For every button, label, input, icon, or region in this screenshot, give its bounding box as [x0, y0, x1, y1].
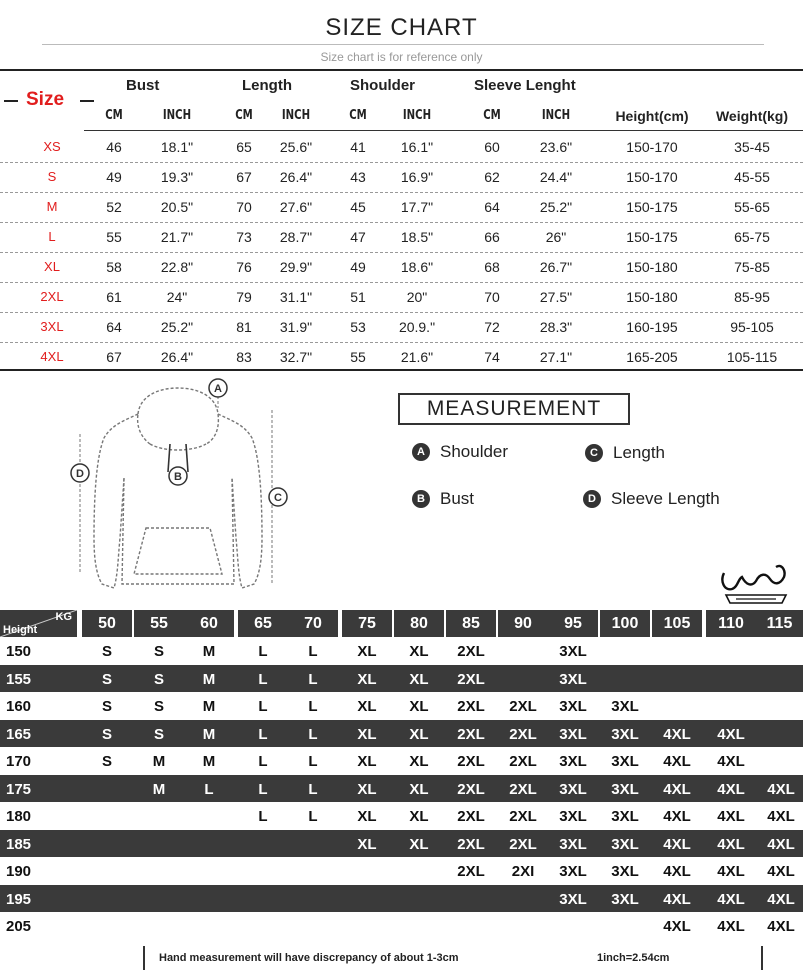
size-recommendation-cell: 4XL — [663, 835, 691, 853]
table-cell: 58 — [106, 259, 122, 275]
size-recommendation-cell: 3XL — [611, 863, 639, 880]
sleeve-group-header: Sleeve Lenght — [474, 77, 576, 94]
weight-header: Weight(kg) — [715, 108, 789, 124]
table-cell: 65 — [236, 139, 252, 155]
size-cell: XS — [43, 139, 61, 154]
weight-header-cell: 80 — [394, 610, 444, 637]
table-cell: 17.7" — [400, 199, 434, 215]
header-divider — [84, 130, 803, 131]
title-divider — [42, 44, 764, 45]
length-inch-header: INCH — [281, 108, 311, 123]
badge-d-icon: D — [583, 490, 601, 508]
height-axis-label: Height — [3, 624, 38, 636]
table-cell: 65-75 — [734, 229, 770, 245]
hoodie-diagram — [68, 378, 298, 600]
size-recommendation-cell: S — [153, 698, 164, 715]
table-cell: 55-65 — [734, 199, 770, 215]
size-recommendation-cell: S — [153, 643, 164, 660]
weight-header-cell: 70 — [288, 610, 338, 637]
size-recommendation-cell: L — [308, 670, 318, 688]
size-cell: XL — [44, 259, 60, 274]
size-recommendation-cell: 3XL — [611, 725, 639, 743]
table-cell: 68 — [484, 259, 500, 275]
height-cell: 170 — [6, 753, 32, 770]
kg-axis-label: KG — [55, 611, 72, 623]
size-recommendation-cell: 3XL — [559, 808, 587, 825]
size-recommendation-cell: 4XL — [717, 725, 745, 743]
size-recommendation-cell: L — [204, 780, 214, 798]
size-recommendation-cell: 4XL — [767, 835, 795, 853]
size-recommendation-cell: 2XL — [509, 780, 537, 798]
size-recommendation-cell: 4XL — [663, 725, 691, 743]
size-recommendation-cell: 2XL — [457, 643, 485, 660]
size-recommendation-cell: 3XL — [611, 835, 639, 853]
table-cell: 66 — [484, 229, 500, 245]
size-recommendation-cell: L — [308, 698, 318, 715]
size-recommendation-cell: 4XL — [663, 808, 691, 825]
measurement-discrepancy-note: Hand measurement will have discrepancy of about 1-3cm — [159, 952, 459, 964]
height-row — [0, 637, 803, 665]
badge-b-letter: B — [174, 471, 182, 483]
table-cell: 35-45 — [734, 139, 770, 155]
size-recommendation-cell: XL — [409, 753, 429, 770]
size-recommendation-cell: M — [202, 643, 216, 660]
size-recommendation-cell: 4XL — [717, 753, 745, 770]
size-recommendation-cell: S — [101, 643, 112, 660]
table-row — [0, 132, 803, 163]
table-cell: 28.3" — [539, 319, 573, 335]
table-cell: 43 — [350, 169, 366, 185]
height-row — [0, 747, 803, 775]
table-row — [0, 252, 803, 283]
table-cell: 74 — [484, 349, 500, 365]
table-cell: 105-115 — [726, 349, 778, 365]
height-cell: 150 — [6, 643, 32, 660]
size-recommendation-cell: XL — [409, 780, 429, 798]
size-recommendation-cell: 4XL — [717, 890, 745, 908]
size-recommendation-cell: 2XI — [511, 863, 535, 880]
bust-inch-header: INCH — [162, 108, 192, 123]
height-cell: 195 — [6, 890, 32, 908]
height-row — [0, 775, 803, 803]
height-cell: 175 — [6, 780, 32, 798]
size-recommendation-cell: 3XL — [559, 890, 587, 908]
size-recommendation-cell: M — [152, 753, 166, 770]
badge-d-letter: D — [76, 468, 84, 480]
size-recommendation-cell: 3XL — [559, 753, 587, 770]
legend-shoulder — [412, 442, 508, 462]
table-cell: 47 — [350, 229, 366, 245]
height-cell: 165 — [6, 725, 32, 743]
table-cell: 28.7" — [279, 229, 313, 245]
table-cell: 73 — [236, 229, 252, 245]
table-cell: 150-175 — [626, 229, 678, 245]
size-recommendation-cell: L — [308, 725, 318, 743]
table-cell: 26" — [545, 229, 567, 245]
table-cell: 51 — [350, 289, 366, 305]
table-cell: 62 — [484, 169, 500, 185]
size-recommendation-cell: 4XL — [767, 918, 795, 935]
table-cell: 27.5" — [539, 289, 573, 305]
size-recommendation-cell: L — [308, 780, 318, 798]
badge-c-icon: C — [585, 444, 603, 462]
size-recommendation-grid — [0, 607, 803, 942]
size-recommendation-cell: 3XL — [559, 863, 587, 880]
height-row — [0, 665, 803, 693]
height-cell: 180 — [6, 808, 32, 825]
size-recommendation-cell: M — [202, 698, 216, 715]
table-cell: 72 — [484, 319, 500, 335]
bust-cm-header: CM — [105, 108, 123, 123]
weight-header-cell: 65 — [238, 610, 288, 637]
size-recommendation-cell: XL — [409, 643, 429, 660]
table-cell: 25.6" — [279, 139, 313, 155]
height-header: Height(cm) — [615, 108, 689, 124]
table-cell: 16.1" — [400, 139, 434, 155]
table-cell: 95-105 — [730, 319, 774, 335]
height-cell: 155 — [6, 670, 32, 688]
height-row — [0, 830, 803, 858]
size-recommendation-cell: 4XL — [767, 890, 795, 908]
size-recommendation-cell: 4XL — [663, 890, 691, 908]
size-recommendation-cell: 4XL — [717, 808, 745, 825]
table-cell: 29.9" — [279, 259, 313, 275]
weight-header-cell: 105 — [652, 610, 702, 637]
table-row — [0, 312, 803, 343]
table-cell: 20.9." — [398, 319, 436, 335]
weight-header-cell: 60 — [184, 610, 234, 637]
hoodie-outline — [94, 388, 262, 588]
length-cm-header: CM — [235, 108, 253, 123]
weight-header-cell: 100 — [600, 610, 650, 637]
weight-header-cell: 50 — [82, 610, 132, 637]
weight-header-row — [0, 607, 803, 637]
size-recommendation-cell: 4XL — [663, 863, 691, 880]
size-cell: 2XL — [40, 289, 64, 304]
table-cell: 24" — [166, 289, 188, 305]
table-cell: 32.7" — [279, 349, 313, 365]
table-cell: 31.1" — [279, 289, 313, 305]
grid-corner-cell — [0, 610, 77, 637]
size-recommendation-cell: M — [202, 753, 216, 770]
weight-header-cell: 115 — [756, 610, 803, 637]
size-recommendation-cell: 3XL — [611, 753, 639, 770]
size-recommendation-cell: XL — [357, 643, 377, 660]
table-cell: 18.6" — [400, 259, 434, 275]
size-recommendation-cell: 2XL — [457, 698, 485, 715]
size-recommendation-cell: 3XL — [559, 835, 587, 853]
size-recommendation-cell: 4XL — [663, 780, 691, 798]
size-cell: L — [48, 229, 56, 244]
measure-guides — [80, 396, 272, 584]
table-cell: 49 — [350, 259, 366, 275]
size-recommendation-cell: M — [202, 670, 216, 688]
table-cell: 19.3" — [160, 169, 194, 185]
size-recommendation-cell: L — [258, 780, 268, 798]
legend-bust-label: Bust — [440, 489, 475, 508]
shoulder-group-header: Shoulder — [350, 77, 416, 94]
size-dash-left — [4, 100, 18, 102]
shoulder-inch-header: INCH — [402, 108, 432, 123]
size-recommendation-cell: L — [258, 808, 268, 825]
size-recommendation-cell: 4XL — [767, 863, 795, 880]
table-cell: 85-95 — [734, 289, 770, 305]
table-cell: 52 — [106, 199, 122, 215]
table-cell: 20.5" — [160, 199, 194, 215]
size-recommendation-cell: XL — [409, 725, 429, 743]
size-recommendation-cell: 2XL — [509, 698, 537, 715]
size-recommendation-cell: L — [258, 753, 268, 770]
height-row — [0, 912, 803, 940]
size-recommendation-cell: 2XL — [457, 863, 485, 880]
height-cell: 160 — [6, 698, 32, 715]
table-cell: 49 — [106, 169, 122, 185]
size-cell: S — [47, 169, 57, 184]
size-recommendation-cell: S — [153, 670, 164, 688]
table-cell: 150-180 — [626, 289, 678, 305]
size-recommendation-cell: XL — [357, 753, 377, 770]
size-recommendation-cell: 2XL — [509, 725, 537, 743]
bust-group-header: Bust — [126, 77, 160, 94]
table-cell: 45-55 — [734, 169, 770, 185]
table-cell: 16.9" — [400, 169, 434, 185]
size-recommendation-cell: 4XL — [717, 835, 745, 853]
table-cell: 150-180 — [626, 259, 678, 275]
table-cell: 67 — [236, 169, 252, 185]
height-row — [0, 720, 803, 748]
table-cell: 25.2" — [160, 319, 194, 335]
size-recommendation-cell: XL — [357, 808, 377, 825]
weight-header-cell: 85 — [446, 610, 496, 637]
table-cell: 22.8" — [160, 259, 194, 275]
brand-logo — [716, 555, 796, 605]
table-cell: 21.7" — [160, 229, 194, 245]
size-recommendation-cell: 3XL — [559, 698, 587, 715]
size-recommendation-cell: 4XL — [717, 863, 745, 880]
table-cell: 18.1" — [160, 139, 194, 155]
table-row — [0, 282, 803, 313]
size-recommendation-cell: 2XL — [509, 808, 537, 825]
table-cell: 165-205 — [626, 349, 678, 365]
size-recommendation-cell: XL — [357, 835, 377, 853]
size-chart-table — [0, 69, 803, 371]
table-row — [0, 192, 803, 223]
size-recommendation-cell: 2XL — [457, 780, 485, 798]
legend-length-label: Length — [613, 443, 665, 462]
table-cell: 160-195 — [626, 319, 678, 335]
table-cell: 64 — [484, 199, 500, 215]
table-cell: 26.4" — [279, 169, 313, 185]
footer-note-bar — [143, 946, 763, 970]
table-cell: 53 — [350, 319, 366, 335]
size-recommendation-cell: XL — [357, 670, 377, 688]
measurement-title: MEASUREMENT — [398, 393, 630, 425]
height-row — [0, 692, 803, 720]
badge-b-icon: B — [412, 490, 430, 508]
legend-bust — [412, 489, 474, 509]
legend-length — [585, 443, 665, 463]
table-cell: 150-175 — [626, 199, 678, 215]
table-cell: 150-170 — [626, 169, 678, 185]
table-cell: 64 — [106, 319, 122, 335]
badge-c-letter: C — [274, 492, 282, 504]
size-recommendation-cell: XL — [357, 725, 377, 743]
size-recommendation-cell: 4XL — [767, 780, 795, 798]
size-column-header: Size — [26, 89, 65, 110]
table-cell: 79 — [236, 289, 252, 305]
size-recommendation-cell: M — [202, 725, 216, 743]
weight-header-cell: 95 — [548, 610, 598, 637]
height-row — [0, 802, 803, 830]
legend-sleeve-length — [583, 489, 720, 509]
size-recommendation-cell: 3XL — [611, 890, 639, 908]
table-cell: 60 — [484, 139, 500, 155]
table-cell: 55 — [106, 229, 122, 245]
size-recommendation-cell: 3XL — [611, 780, 639, 798]
size-recommendation-cell: L — [258, 698, 268, 715]
table-row — [0, 162, 803, 193]
size-recommendation-cell: 4XL — [767, 808, 795, 825]
size-recommendation-cell: 4XL — [717, 780, 745, 798]
table-cell: 70 — [484, 289, 500, 305]
table-cell: 27.1" — [539, 349, 573, 365]
table-cell: 81 — [236, 319, 252, 335]
size-recommendation-cell: 2XL — [457, 725, 485, 743]
size-recommendation-cell: L — [308, 808, 318, 825]
shoulder-cm-header: CM — [349, 108, 367, 123]
table-cell: 46 — [106, 139, 122, 155]
weight-header-cell: 90 — [498, 610, 548, 637]
table-cell: 83 — [236, 349, 252, 365]
size-recommendation-cell: S — [101, 670, 112, 688]
table-cell: 75-85 — [734, 259, 770, 275]
table-cell: 76 — [236, 259, 252, 275]
diagram-badges — [71, 379, 287, 506]
size-recommendation-cell: 2XL — [457, 835, 485, 853]
table-cell: 18.5" — [400, 229, 434, 245]
size-recommendation-cell: M — [152, 780, 166, 798]
size-recommendation-cell: XL — [409, 835, 429, 853]
table-cell: 21.6" — [400, 349, 434, 365]
table-cell: 26.4" — [160, 349, 194, 365]
page-subtitle: Size chart is for reference only — [320, 50, 483, 64]
size-recommendation-cell: XL — [357, 780, 377, 798]
table-cell: 70 — [236, 199, 252, 215]
badge-a-icon: A — [412, 443, 430, 461]
size-cell: 3XL — [40, 319, 64, 334]
legend-shoulder-label: Shoulder — [440, 442, 509, 461]
size-recommendation-cell: XL — [409, 808, 429, 825]
size-recommendation-cell: 2XL — [457, 670, 485, 688]
table-cell: 24.4" — [539, 169, 573, 185]
size-recommendation-cell: XL — [409, 698, 429, 715]
height-cell: 190 — [6, 863, 32, 880]
sleeve-cm-header: CM — [483, 108, 501, 123]
size-recommendation-cell: S — [101, 698, 112, 715]
table-cell: 55 — [350, 349, 366, 365]
size-recommendation-cell: 4XL — [663, 918, 691, 935]
height-cell: 205 — [6, 918, 32, 935]
size-recommendation-cell: 3XL — [559, 643, 587, 660]
size-recommendation-cell: XL — [357, 698, 377, 715]
size-cell: 4XL — [40, 349, 64, 364]
size-recommendation-cell: XL — [409, 670, 429, 688]
size-recommendation-cell: 3XL — [559, 670, 587, 688]
size-recommendation-cell: L — [308, 643, 318, 660]
size-recommendation-cell: S — [101, 753, 112, 770]
size-recommendation-cell: 4XL — [663, 753, 691, 770]
size-recommendation-cell: L — [258, 670, 268, 688]
size-recommendation-cell: 3XL — [611, 698, 639, 715]
size-cell: M — [46, 199, 58, 214]
size-recommendation-cell: 2XL — [509, 753, 537, 770]
table-cell: 45 — [350, 199, 366, 215]
table-cell: 27.6" — [279, 199, 313, 215]
size-dash-right — [80, 100, 94, 102]
table-cell: 25.2" — [539, 199, 573, 215]
page-title: SIZE CHART — [325, 14, 478, 41]
weight-header-cell: 75 — [342, 610, 392, 637]
table-cell: 31.9" — [279, 319, 313, 335]
inch-conversion-note: 1inch=2.54cm — [597, 952, 670, 964]
size-recommendation-cell: 3XL — [559, 780, 587, 798]
size-recommendation-cell: S — [153, 725, 164, 743]
height-cell: 185 — [6, 835, 32, 853]
table-cell: 20" — [406, 289, 428, 305]
table-cell: 150-170 — [626, 139, 678, 155]
legend-sleeve-length-label: Sleeve Length — [611, 489, 720, 508]
sleeve-inch-header: INCH — [541, 108, 571, 123]
size-recommendation-cell: 2XL — [457, 753, 485, 770]
table-cell: 41 — [350, 139, 366, 155]
size-recommendation-cell: 2XL — [509, 835, 537, 853]
weight-header-cell: 55 — [134, 610, 184, 637]
table-cell: 23.6" — [539, 139, 573, 155]
size-recommendation-cell: 2XL — [457, 808, 485, 825]
table-cell: 67 — [106, 349, 122, 365]
table-cell: 26.7" — [539, 259, 573, 275]
size-recommendation-cell: L — [308, 753, 318, 770]
badge-a-letter: A — [214, 383, 222, 395]
height-row — [0, 857, 803, 885]
table-row — [0, 222, 803, 253]
length-group-header: Length — [242, 77, 292, 94]
height-row — [0, 885, 803, 913]
size-recommendation-cell: L — [258, 725, 268, 743]
weight-header-cell: 110 — [706, 610, 756, 637]
size-recommendation-cell: 4XL — [717, 918, 745, 935]
size-recommendation-cell: L — [258, 643, 268, 660]
size-recommendation-cell: 3XL — [559, 725, 587, 743]
size-recommendation-cell: 3XL — [611, 808, 639, 825]
table-cell: 61 — [106, 289, 122, 305]
table-row — [0, 342, 803, 373]
size-recommendation-cell: S — [101, 725, 112, 743]
